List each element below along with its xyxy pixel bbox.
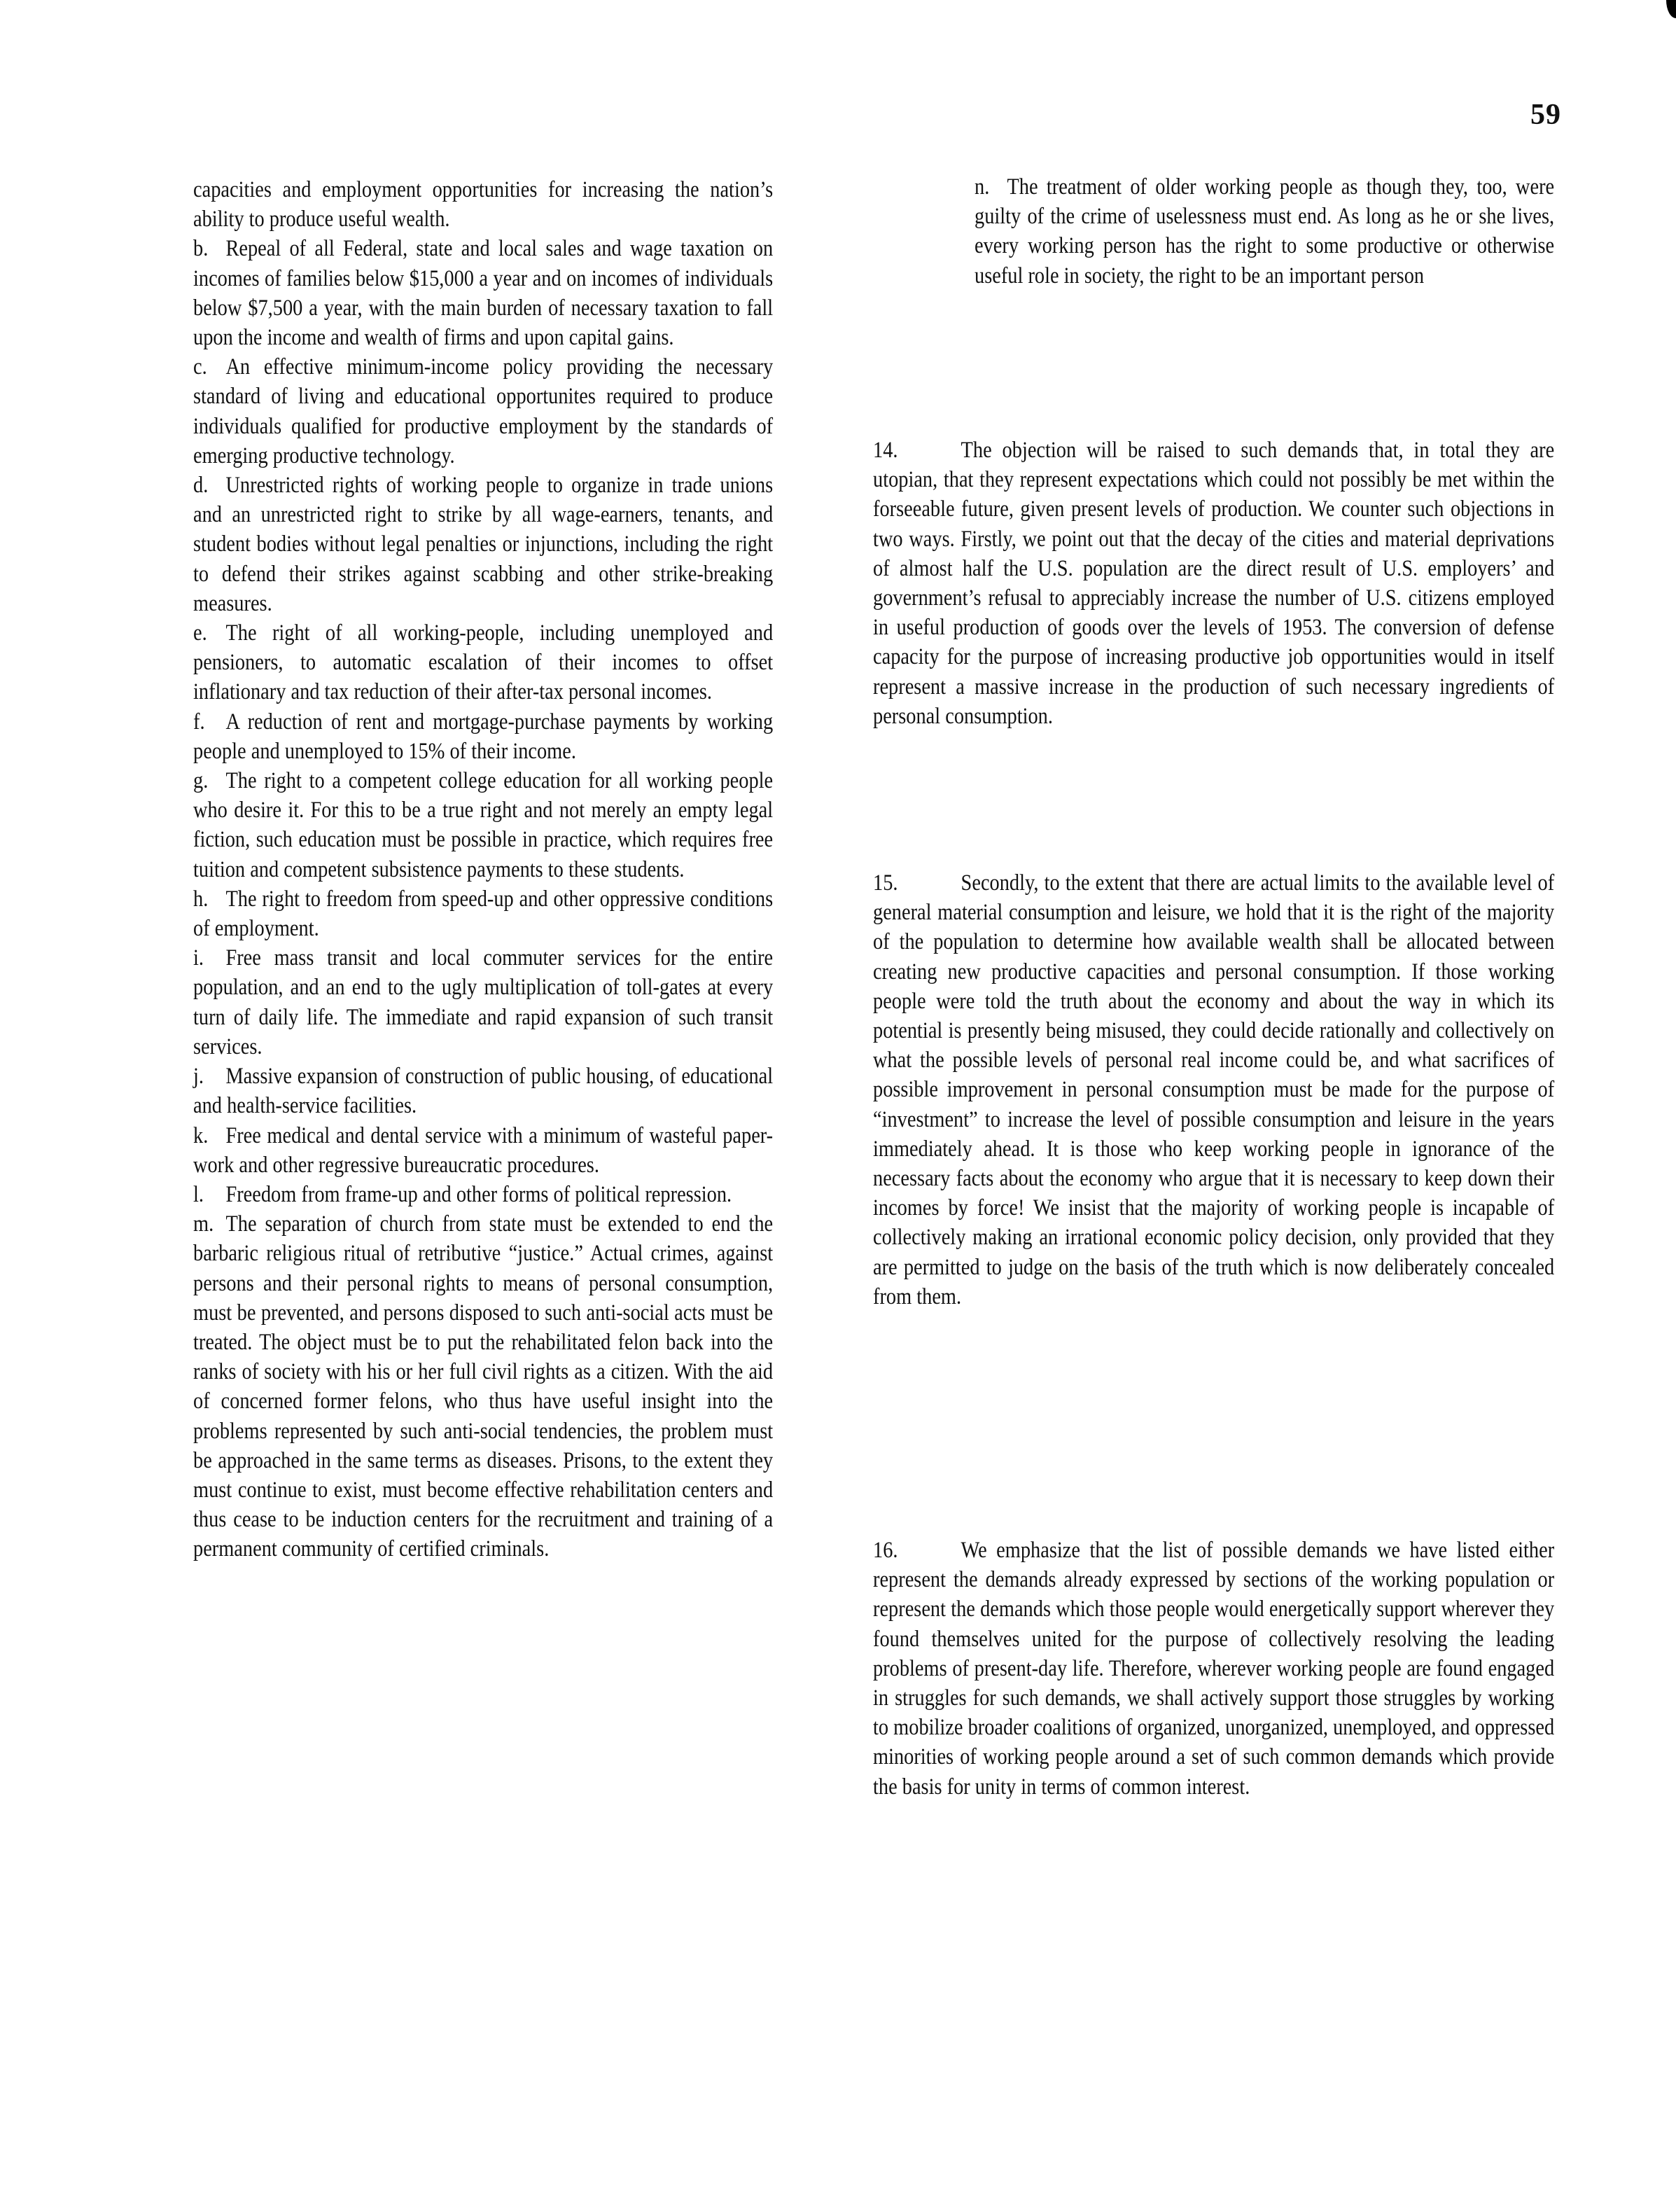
item-text: An effective minimum-income policy providing the necessary standard of living and educational opportunites required to produce individuals qualified for productive employment by the standards of emerging productive technology.: [193, 354, 774, 468]
item-label: l.: [193, 1181, 204, 1207]
paragraph-number: 16.: [873, 1538, 898, 1563]
list-item-j: [193, 1062, 773, 1120]
item-label: b.: [193, 236, 209, 262]
item-label: j.: [193, 1064, 204, 1090]
paragraph-body: [873, 1536, 1554, 1802]
paragraph-15: [873, 868, 1554, 1312]
paragraph-text: Secondly, to the extent that there are actual limits to the available level of general material consumption and leisure, we hold that it is the right of the majority of the population to determine how available wealth shall be allocated between creating new productive capacities and personal consumption. If those working people were told the truth about the economy and about the way in which its potential is presently being misused, they could decide rationally and collectively on what the possible levels of personal real income could be, and what sacrifices of possible improvement in personal consumption must be made for the purpose of “investment” to increase the level of possible consumption and leisure in the years immediately ahead. It is those who keep working people in ignorance of the necessary facts about the economy who argue that it is necessary to keep down their incomes by force! We insist that the majority of working people is incapable of collectively making an irrational economic policy decision, only provided that they are permitted to judge on the basis of the truth which is now deliberately concealed from them.: [873, 870, 1555, 1309]
continuation-text: capacities and employment opportunities for increasing the nation’s ability to produce useful wealth.: [193, 177, 774, 232]
item-label: d.: [193, 473, 209, 499]
item-label: h.: [193, 886, 209, 912]
item-text: The right to a competent college education for all working people who desire it. For this to be a true right and not merely an empty legal fiction, such education must be possible in practice, which requires free tuition and competent subsistence payments to these students.: [193, 768, 774, 882]
item-text: Freedom from frame-up and other forms of political repression.: [225, 1181, 732, 1207]
item-label: g.: [193, 768, 209, 794]
list-item-f: [193, 707, 773, 766]
paragraph-14: [873, 436, 1554, 731]
list-item-h: [193, 884, 773, 943]
item-text: The separation of church from state must be extended to end the barbaric religious ritual of retributive “justice.” Actual crimes, against persons and their personal rights to means of personal consumption, must be prevented, and persons disposed to such anti-social acts must be treated. The object must be to put the rehabilitated felon back into the ranks of society with his or her full civil rights as a citizen. With the aid of concerned former felons, who thus have useful insight into the problems represented by such anti-social tendencies, the problem must be approached in the same terms as diseases. Prisons, to the extent they must continue to exist, must become effective rehabilitation centers and thus cease to be induction centers for the recruitment and training of a permanent community of certified criminals.: [193, 1211, 774, 1562]
paragraph-16: [873, 1536, 1554, 1802]
paragraph-number: 14.: [873, 438, 898, 463]
scan-corner-mark: [1666, 0, 1676, 18]
right-column-item-n: [975, 172, 1554, 291]
list-item-i: [193, 943, 773, 1062]
paragraph-body: [873, 436, 1554, 731]
paragraph-text: The objection will be raised to such demands that, in total they are utopian, that they represent expectations which could not possibly be met within the forseeable future, given present levels of production. We counter such objections in two ways. Firstly, we point out that the decay of the cities and material deprivations of almost half the U.S. population are the direct result of U.S. employers’ and government’s refusal to appreciably increase the number of U.S. citizens employed in useful production of goods over the levels of 1953. The conversion of defense capacity for the purpose of increasing productive job opportunities would in itself represent a massive increase in the production of such necessary ingredients of personal consumption.: [873, 438, 1555, 729]
list-item-d: [193, 471, 773, 618]
list-item-b: [193, 234, 773, 352]
item-text: Free medical and dental service with a minimum of wasteful paper-work and other regressive bureaucratic procedures.: [193, 1122, 774, 1178]
list-item-c: [193, 352, 773, 471]
item-label: e.: [193, 620, 207, 646]
item-text: Free mass transit and local commuter services for the entire population, and an end to the ugly multiplication of toll-gates at every turn of daily life. The immediate and rapid expansion of such transit services.: [193, 945, 774, 1059]
item-label: k.: [193, 1122, 209, 1148]
item-label: f.: [193, 709, 205, 735]
list-item-n: [975, 172, 1554, 291]
list-item-g: [193, 766, 773, 884]
page-number: 59: [1530, 99, 1561, 131]
list-item-k: [193, 1121, 773, 1180]
item-text: Repeal of all Federal, state and local sales and wage taxation on incomes of families below $15,000 a year and on incomes of individuals below $7,500 a year, with the main burden of necessary taxation to fall upon the income and wealth of firms and upon capital gains.: [193, 236, 774, 351]
paragraph-body: [873, 868, 1554, 1312]
item-text: A reduction of rent and mortgage-purchase payments by working people and unemployed to 15% of their income.: [193, 709, 774, 764]
paragraph-number: 15.: [873, 870, 898, 896]
item-text: The right of all working-people, including unemployed and pensioners, to automatic escalation of their incomes to offset inflationary and tax reduction of their after-tax personal incomes.: [193, 620, 774, 705]
list-item-e: [193, 618, 773, 707]
item-text: The right to freedom from speed-up and other oppressive conditions of employment.: [193, 886, 774, 942]
item-label: m.: [193, 1211, 214, 1237]
item-label: c.: [193, 354, 207, 380]
item-text: Massive expansion of construction of public housing, of educational and health-service facilities.: [193, 1064, 774, 1119]
item-label: i.: [193, 945, 204, 971]
item-text: Unrestricted rights of working people to organize in trade unions and an unrestricted right to strike by all wage-earners, tenants, and student bodies without legal penalties or injunctions, including the right to defend their strikes against scabbing and other strike-breaking measures.: [193, 473, 774, 616]
item-label: n.: [975, 174, 990, 200]
list-item-l: [193, 1180, 773, 1209]
list-item-m: [193, 1209, 773, 1564]
left-column: [193, 175, 773, 1564]
paragraph-text: We emphasize that the list of possible demands we have listed either represent the demands already expressed by sections of the working population or represent the demands which those people would energetically support wherever they found themselves united for the purpose of collectively resolving the leading problems of present-day life. Therefore, wherever working people are found engaged in struggles for such demands, we shall actively support those struggles by working to mobilize broader coalitions of organized, unorganized, unemployed, and oppressed minorities of working people around a set of such common demands which provide the basis for unity in terms of common interest.: [873, 1538, 1555, 1800]
item-text: The treatment of older working people as though they, too, were guilty of the crime of uselessness must end. As long as he or she lives, every working person has the right to some productive or otherwise useful role in society, the right to be an important person: [975, 174, 1555, 288]
